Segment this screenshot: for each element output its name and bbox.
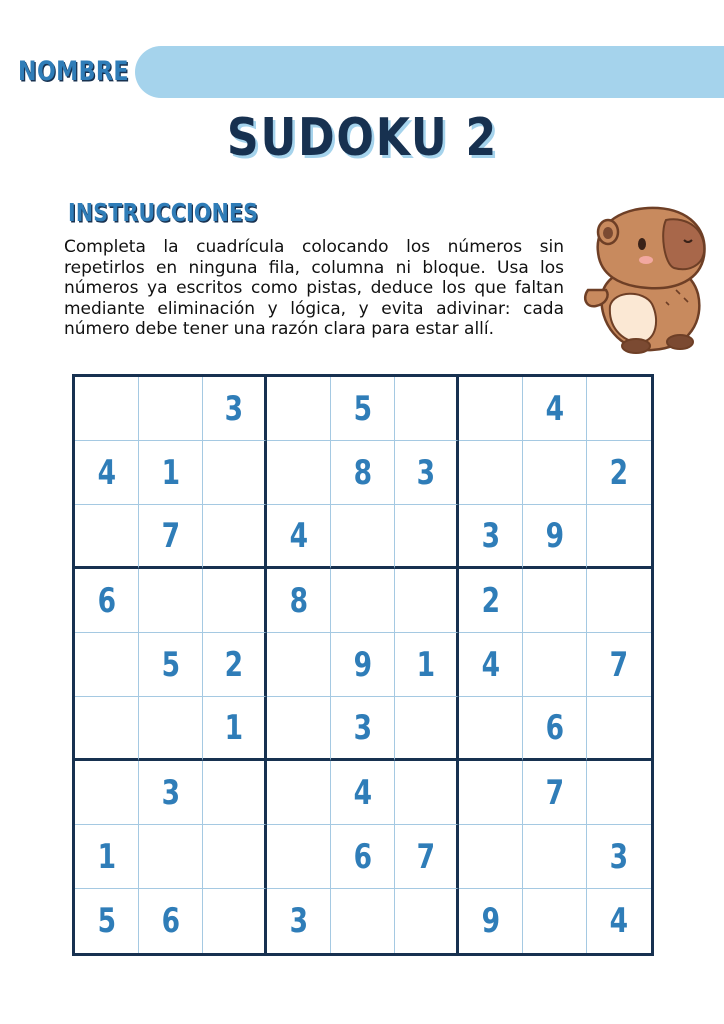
sudoku-cell-value: 5 [161,644,180,685]
sudoku-cell [331,377,395,441]
sudoku-cell [139,889,203,953]
sudoku-cell-value: 1 [161,452,180,493]
sudoku-cell-value: 4 [97,452,116,493]
sudoku-grid [72,374,654,956]
sudoku-cell[interactable] [459,761,523,825]
sudoku-cell-value: 6 [353,836,372,877]
sudoku-cell [75,889,139,953]
sudoku-cell-value: 1 [416,644,435,685]
sudoku-cell-value: 3 [609,836,629,877]
sudoku-cell[interactable] [459,441,523,505]
sudoku-cell[interactable] [75,505,139,569]
sudoku-cell[interactable] [203,441,267,505]
sudoku-cell [331,441,395,505]
sudoku-cell [267,505,331,569]
sudoku-cell-value: 4 [545,388,564,429]
sudoku-cell [139,505,203,569]
sudoku-cell-value: 9 [481,901,500,941]
sudoku-cell [331,633,395,697]
sudoku-cell[interactable] [587,761,651,825]
sudoku-cell [395,633,459,697]
sudoku-cell-value: 2 [481,580,500,621]
sudoku-cell [331,825,395,889]
name-label: NOMBRE [18,56,129,87]
sudoku-cell-value: 6 [97,580,116,621]
sudoku-cell[interactable] [523,441,587,505]
sudoku-cell[interactable] [459,697,523,761]
sudoku-cell [203,377,267,441]
sudoku-cell [331,697,395,761]
sudoku-cell[interactable] [203,761,267,825]
sudoku-cells [75,377,651,953]
sudoku-cell[interactable] [75,377,139,441]
sudoku-cell [331,761,395,825]
sudoku-cell[interactable] [395,505,459,569]
sudoku-cell [139,761,203,825]
sudoku-cell-value: 7 [416,836,435,877]
sudoku-cell[interactable] [523,569,587,633]
sudoku-cell-value: 4 [353,772,372,813]
sudoku-cell[interactable] [267,697,331,761]
sudoku-cell[interactable] [75,633,139,697]
instructions-heading: INSTRUCCIONES [68,198,259,227]
instructions-text: Completa la cuadrícula colocando los números sin repetirlos en ninguna fila, columna ni bloque. Usa los números ya escritos como pistas, deduce los que faltan mediante eliminación y lógica, y evita adivinar: cada número debe tener una razón clara para estar allí. [64,237,564,340]
sudoku-cell-value: 9 [545,515,564,556]
sudoku-cell-value: 1 [224,707,243,748]
sudoku-cell[interactable] [331,569,395,633]
sudoku-cell [395,825,459,889]
sudoku-cell[interactable] [523,825,587,889]
sudoku-cell-value: 3 [289,901,308,941]
sudoku-cell[interactable] [75,697,139,761]
sudoku-cell-value: 4 [289,515,308,556]
sudoku-cell-value: 8 [289,580,308,621]
sudoku-cell [267,889,331,953]
sudoku-cell[interactable] [267,761,331,825]
sudoku-cell-value: 1 [97,836,116,877]
sudoku-cell [587,633,651,697]
sudoku-cell-value: 3 [416,452,435,493]
sudoku-cell[interactable] [203,889,267,953]
sudoku-cell-value: 4 [481,644,500,685]
page-title [0,108,724,168]
sudoku-cell[interactable] [587,377,651,441]
sudoku-cell-value: 3 [161,772,180,813]
sudoku-cell-value: 2 [609,452,629,493]
sudoku-cell-value: 7 [609,644,629,685]
sudoku-cell[interactable] [523,889,587,953]
page-title-text: SUDOKU 2 [226,108,498,168]
sudoku-cell[interactable] [459,377,523,441]
sudoku-cell-value: 9 [353,644,372,685]
sudoku-cell [459,569,523,633]
sudoku-cell[interactable] [395,377,459,441]
sudoku-cell [523,761,587,825]
sudoku-cell [75,825,139,889]
sudoku-cell[interactable] [587,569,651,633]
sudoku-cell [75,441,139,505]
sudoku-cell [523,377,587,441]
sudoku-cell[interactable] [203,505,267,569]
sudoku-cell[interactable] [267,441,331,505]
sudoku-cell[interactable] [203,825,267,889]
sudoku-cell[interactable] [139,569,203,633]
sudoku-cell-value: 2 [224,644,243,685]
sudoku-cell[interactable] [139,825,203,889]
sudoku-cell-value: 7 [161,515,180,556]
sudoku-cell [395,441,459,505]
sudoku-cell[interactable] [587,505,651,569]
sudoku-cell [139,633,203,697]
sudoku-cell[interactable] [139,377,203,441]
sudoku-cell[interactable] [523,633,587,697]
sudoku-cell[interactable] [459,825,523,889]
sudoku-cell[interactable] [331,889,395,953]
sudoku-cell[interactable] [267,633,331,697]
sudoku-cell-value: 3 [481,515,500,556]
sudoku-cell-value: 5 [353,388,372,429]
sudoku-cell-value: 3 [353,707,372,748]
sudoku-cell [459,889,523,953]
sudoku-cell [587,441,651,505]
sudoku-cell [267,569,331,633]
sudoku-cell[interactable] [395,761,459,825]
sudoku-cell [203,697,267,761]
sudoku-cell [523,505,587,569]
sudoku-cell[interactable] [395,569,459,633]
sudoku-cell [459,633,523,697]
sudoku-cell[interactable] [75,761,139,825]
sudoku-cell [75,569,139,633]
name-input-bar[interactable] [135,46,724,98]
sudoku-cell[interactable] [395,697,459,761]
sudoku-cell[interactable] [139,697,203,761]
sudoku-cell-value: 7 [545,772,564,813]
sudoku-cell[interactable] [203,569,267,633]
sudoku-cell-value: 6 [161,901,180,941]
sudoku-cell [587,889,651,953]
sudoku-cell [587,825,651,889]
sudoku-cell[interactable] [395,889,459,953]
sudoku-cell[interactable] [331,505,395,569]
sudoku-cell-value: 5 [97,901,116,941]
sudoku-cell[interactable] [267,825,331,889]
sudoku-cell [139,441,203,505]
capybara-icon [580,202,710,354]
sudoku-cell[interactable] [267,377,331,441]
sudoku-cell-value: 8 [353,452,372,493]
sudoku-cell [523,697,587,761]
sudoku-cell-value: 3 [224,388,243,429]
sudoku-cell[interactable] [587,697,651,761]
sudoku-cell-value: 4 [609,901,629,941]
sudoku-cell [203,633,267,697]
sudoku-cell [459,505,523,569]
sudoku-cell-value: 6 [545,707,564,748]
